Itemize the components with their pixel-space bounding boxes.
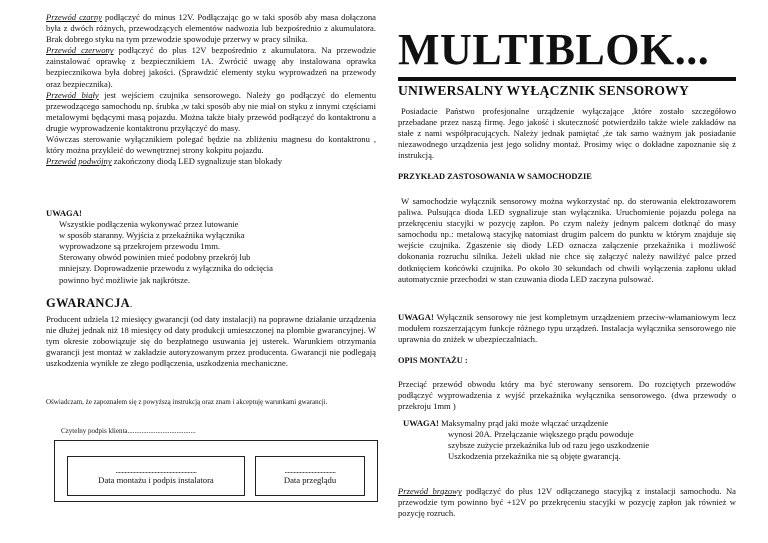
inspection-date-field[interactable] <box>255 456 365 496</box>
current-warning-line: wynosi 20A. Przełączanie większego prądu powoduje <box>448 429 634 440</box>
notice-label: UWAGA! <box>398 312 434 322</box>
warning-line: powinno być możliwie jak najkrótsze. <box>59 274 191 285</box>
wire-double-text: zakończony diodą LED sygnalizuje stan blokady <box>111 156 283 167</box>
wire-red-paragraph <box>46 45 376 89</box>
wire-black-label: Przewód czarny <box>46 12 103 22</box>
current-warning-label: UWAGA! <box>403 418 439 428</box>
title-rule <box>398 77 736 81</box>
inspection-dots: .................................. <box>284 466 336 475</box>
warning-line: w sposób staranny. Wyjścia z przekaźnika wyłącznika <box>59 230 245 241</box>
installer-signature-field[interactable] <box>67 456 245 496</box>
wire-white-text: jest wejściem czujnika sensorowego. Należy go podłączyć do elementu przewodzącego samochodu np. śrubka ,w taki sposób aby nie miał on styku z innymi częściami metalowymi będącymi masą pojazdu. Można także biały przewód podłączyć do kontaktronu a drugie wyprowadzenie kontaktronu przyłączyć do masy. <box>46 89 376 133</box>
warning-line: wyprowadzone są przekrojem przewodu 1mm. <box>59 241 221 252</box>
warranty-title: GWARANCJA <box>46 296 130 310</box>
example-text: W samochodzie wyłącznik sensorowy można wykorzystać np. do sterowania elektrozaworem paliwa. Pulsująca dioda LED sygnalizuje stan wyłącznika. Uruchomienie pojazdu polega na przekręceniu stacyjki w pozycję zapłon. Po czym należy jednym palcem dotknąć do masy samochodu np.: metalową stacyjkę natomiast drugim palcem do punktu w którym znajduje się wejście czujnika. Zgaszenie się diody LED oznacza załączenie przekaźnika i możliwość dokonania rozruchu silnika. Jeżeli układ nie chce się załączyć należy nawilżyć palce przed dotknięciem końcówki czujnika. Po około 30 sekundach od chwili wyłączenia zapłonu układ automatycznie przechodzi w stan czuwania dioda LED zaczyna pulsować. <box>398 196 736 284</box>
current-warning <box>403 418 723 462</box>
installation-text: Przeciąć przewód obwodu który ma być sterowany sensorem. Do rozciętych przewodów podłączyć wyprowadzenia z wyjść przekaźnika wyłącznika sensorowego. (dwa przewody o przekroju 1mm ) <box>398 379 736 412</box>
brown-wire-paragraph <box>398 486 736 519</box>
reed-switch-text: Wówczas sterowanie wyłącznikiem polegać będzie na zbliżeniu magnesu do kontaktronu , który można przykleić do wewnętrznej strony kokpitu pojazdu. <box>46 134 376 156</box>
product-title: MULTIBLOK... <box>398 25 710 74</box>
wire-double-label: Przewód podwójny <box>46 156 112 167</box>
example-title: PRZYKŁAD ZASTOSOWANIA W SAMOCHODZIE <box>398 172 592 181</box>
wire-white-paragraph <box>46 90 376 134</box>
current-warning-line: Maksymalny prąd jaki może włączać urządzenie <box>438 418 609 428</box>
wiring-instructions <box>46 12 376 167</box>
product-subtitle: UNIWERSALNY WYŁĄCZNIK SENSOROWY <box>398 83 689 98</box>
wire-red-label: Przewód czerwony <box>46 45 114 56</box>
wire-double-paragraph <box>46 156 376 167</box>
notice-text: Wyłącznik sensorowy nie jest kompletnym urządzeniem przeciw-włamaniowym lecz modułem rozszerzającym funkcje różnego typu urządzeń. Instalacja wyłącznika sensorowego nie uprawnia do zniżek w ubezpieczalniach. <box>398 312 736 345</box>
signature-box <box>54 440 378 502</box>
current-warning-line: Uszkodzenia przekaźnika nie są objęte gwarancją. <box>448 451 621 462</box>
wire-red-text: podłączyć do plus 12V bezpośrednio z akumulatora. Na przewodzie zainstalować oprawkę z bezpiecznikiem 1A. Zwrócić uwagę aby instalowana oprawka bezpiecznikowa była dobrej jakości. (Sprawdzić elementy styku wyprowadzeń na przewody oraz bezpiecznika). <box>46 45 376 89</box>
wire-white-label: Przewód biały <box>46 89 99 100</box>
client-signature-line: Czytelny podpis klienta....................................... <box>61 427 196 435</box>
installation-title: OPIS MONTAŻU : <box>398 356 468 365</box>
warning-line: Sterowany obwód powinien mieć podobny przekrój lub <box>59 252 251 263</box>
warning-block <box>46 208 376 286</box>
brown-wire-label: Przewód brązowy <box>398 486 462 496</box>
reed-switch-paragraph <box>46 134 376 156</box>
inspection-label: Data przeglądu <box>283 475 337 485</box>
warranty-text: Producent udziela 12 miesięcy gwarancji (od daty instalacji) na poprawne działanie urządzenia nie dłużej jednak niż 18 miesięcy od daty produkcji umieszczonej na plombie gwarancyjnej. W tym okresie zobowiązuje się do bezpłatnego usuwania jej usterek. Warunkiem otrzymania gwarancji jest montaż w zakładzie autoryzowanym przez producenta. Gwarancji nie podlegają uszkodzenia wynikłe ze złego podłączenia, uszkodzenia mechaniczne. <box>46 314 376 369</box>
current-warning-first-line <box>403 418 723 429</box>
warranty-title-dot: . <box>129 299 133 309</box>
wire-black-text: podłączyć do minus 12V. Podłączając go w taki sposób aby masa dołączona była z dwóch różnych, przewodzących elementów nadwozia lub bezpośrednio z akumulatora. Brak dobrego styku na tym przewodzie spowoduje przerwy w pracy silnika. <box>46 12 376 45</box>
current-warning-line: szybsze zużycie przekaźnika lub od razu jego uszkodzenie <box>448 440 650 451</box>
installer-label: Data montażu i podpis instalatora <box>98 475 214 485</box>
intro-text: Posiadacie Państwo profesjonalne urządzenie wyłączające ,które zostało szczegółowo przebadane przez naszą firmę. Jego jakość i skuteczność potwierdziło także wiele zakładów na stałe z nami współpracujących. Należy jednak pamiętać ,że tak samo ważnym jak posiadanie niezawodnego urządzenia jest jego solidny montaż. Prosimy więc o dokładne zapoznanie się z instrukcją. <box>398 106 736 161</box>
warning-line: mniejszy. Doprowadzenie przewodu z wyłącznika do odcięcia <box>59 263 273 274</box>
wire-black-paragraph <box>46 12 376 45</box>
notice-paragraph <box>398 312 736 345</box>
warning-title: UWAGA! <box>46 208 82 218</box>
declaration-text: Oświadczam, że zapoznałem się z powyższą instrukcją oraz znam i akceptuję warunkami gwarancji. <box>46 398 328 406</box>
warranty-heading <box>46 294 132 312</box>
brown-wire-text: podłączyć do plus 12V odłączanego stacyjką z instalacji samochodu. Na przewodzie tym powinno być +12V po przekręceniu stacyjki w pozycję zapłon jak również w pozycję rozruch. <box>398 486 736 519</box>
warning-line: Wszystkie podłączenia wykonywać przez lutowanie <box>59 219 239 230</box>
installer-dots: ...................................................... <box>115 466 197 475</box>
